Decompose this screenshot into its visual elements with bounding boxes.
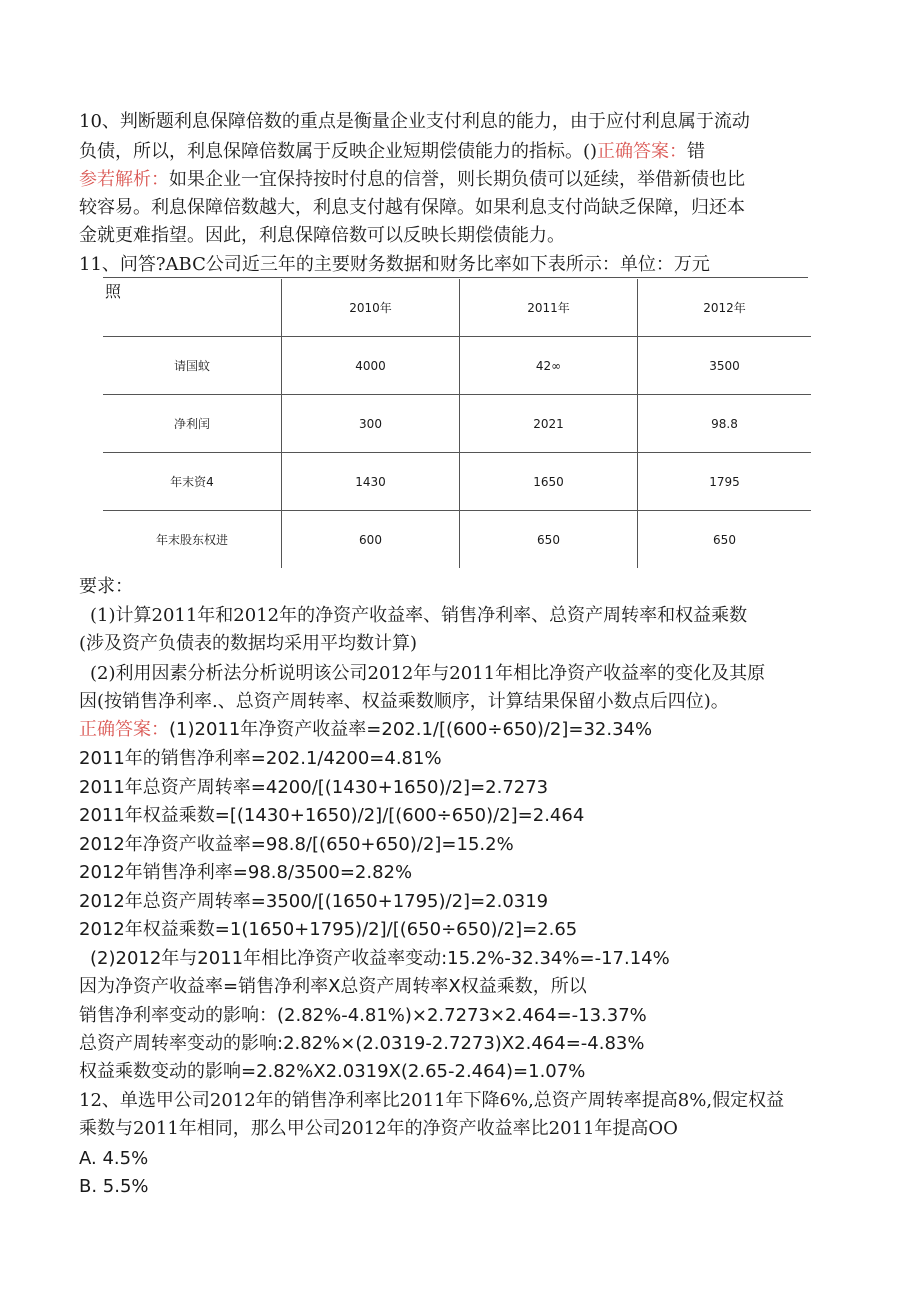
table-row: [103, 337, 811, 395]
q11-req2-line1: (2)利用因素分析法分析说明该公司2012年与2011年相比净资产收益率的变化及其原: [90, 663, 766, 684]
answer-line: 销售净利率变动的影响：(2.82%-4.81%)×2.7273×2.464=-13.37%: [79, 1005, 647, 1026]
q10-analysis-line2: 较容易。利息保障倍数越大，利息支付越有保障。如果利息支付尚缺乏保障，归还本: [79, 197, 745, 218]
table-cell: 1430: [282, 453, 460, 511]
q10-analysis-line1: [79, 166, 745, 194]
table-cell: 3500: [638, 337, 812, 395]
row-label: 年末资4: [103, 453, 282, 511]
q10-answer-value: 错: [687, 141, 706, 162]
q11-requirements-label: 要求：: [79, 576, 133, 597]
q10-analysis-text1: 如果企业一宜保持按时付息的信誉，则长期负债可以延续，举借新债也比: [169, 169, 745, 190]
q12-line2: 乘数与2011年相同，那么甲公司2012年的净资产收益率比2011年提高OO: [79, 1118, 678, 1139]
answer-line: 2012年权益乘数=1(1650+1795)/2]/[(650÷650)/2]=2.65: [79, 919, 578, 940]
answer-line: 2012年销售净利率=98.8/3500=2.82%: [79, 862, 413, 883]
q12-line1: 12、单选甲公司2012年的销售净利率比2011年下降6%,总资产周转率提高8%,假定权益: [79, 1090, 785, 1111]
table-cell: 1650: [460, 453, 638, 511]
table-header-cell: 2010年: [282, 279, 460, 337]
q12-option-b: B. 5.5%: [79, 1176, 149, 1197]
answer-line: 2011年总资产周转率=4200/[(1430+1650)/2]=2.7273: [79, 777, 549, 798]
table-cell: 650: [638, 511, 812, 569]
answer-line: 2012年净资产收益率=98.8/[(650+650)/2]=15.2%: [79, 834, 514, 855]
answer-line: 因为净资产收益率=销售净利率X总资产周转率X权益乘数，所以: [79, 976, 587, 997]
table-cell: 650: [460, 511, 638, 569]
table-cell: 300: [282, 395, 460, 453]
answer-line: 2011年权益乘数=[(1430+1650)/2]/[(600÷650)/2]=2.464: [79, 805, 585, 826]
table-cell: 98.8: [638, 395, 812, 453]
table-header-cell: 2011年: [460, 279, 638, 337]
q11-answer-line1: [79, 716, 652, 744]
answer-line: 权益乘数变动的影响=2.82%X2.0319X(2.65-2.464)=1.07%: [79, 1061, 586, 1082]
q11-req1-line1: (1)计算2011年和2012年的净资产收益率、销售净利率、总资产周转率和权益乘数: [90, 605, 748, 626]
table-row: [103, 511, 811, 569]
table-header-cell: 2012年: [638, 279, 812, 337]
q10-line2: [79, 138, 705, 166]
table-header-row: [103, 279, 811, 337]
row-label: 净利闰: [103, 395, 282, 453]
table-row: [103, 395, 811, 453]
financial-data-table: [103, 279, 811, 568]
q10-analysis-line3: 金就更难指望。因此，利息保障倍数可以反映长期偿债能力。: [79, 225, 565, 246]
table-cell: 1795: [638, 453, 812, 511]
table-top-rule: [103, 277, 808, 278]
q11-req1-line2: (涉及资产负债表的数据均采用平均数计算): [79, 633, 418, 654]
answer-line: 总资产周转率变动的影响:2.82%×(2.0319-2.7273)X2.464=-4.83%: [79, 1033, 645, 1054]
row-label: 请国蚊: [103, 337, 282, 395]
answer-line: 2011年的销售净利率=202.1/4200=4.81%: [79, 748, 442, 769]
table-cell: 2021: [460, 395, 638, 453]
row-label: 年末股东权进: [155, 533, 228, 547]
table-cell: 42∞: [460, 337, 638, 395]
q10-line2-text: 负债，所以，利息保障倍数属于反映企业短期偿债能力的指标。(): [79, 141, 598, 162]
table-corner-cell: 照: [103, 279, 282, 337]
q12-option-a: A. 4.5%: [79, 1148, 149, 1169]
table-cell: 4000: [282, 337, 460, 395]
table-cell: 600: [282, 511, 460, 569]
q10-line1: 10、判断题利息保障倍数的重点是衡量企业支付利息的能力，由于应付利息属于流动: [79, 111, 750, 132]
answer-text: (1)2011年净资产收益率=202.1/[(600÷650)/2]=32.34%: [169, 719, 653, 740]
q11-title: 11、问答?ABC公司近三年的主要财务数据和财务比率如下表所示：单位：万元: [79, 254, 710, 275]
answer-line: (2)2012年与2011年相比净资产收益率变动:15.2%-32.34%=-17.14%: [90, 948, 670, 969]
q10-answer-label: 正确答案：: [597, 141, 688, 162]
table-row: [103, 453, 811, 511]
q10-analysis-label: 参若解析：: [79, 169, 169, 190]
q11-req2-line2: 因(按销售净利率.、总资产周转率、权益乘数顺序，计算结果保留小数点后四位)。: [79, 691, 729, 712]
q11-answer-label: 正确答案：: [79, 719, 169, 740]
answer-line: 2012年总资产周转率=3500/[(1650+1795)/2]=2.0319: [79, 891, 549, 912]
